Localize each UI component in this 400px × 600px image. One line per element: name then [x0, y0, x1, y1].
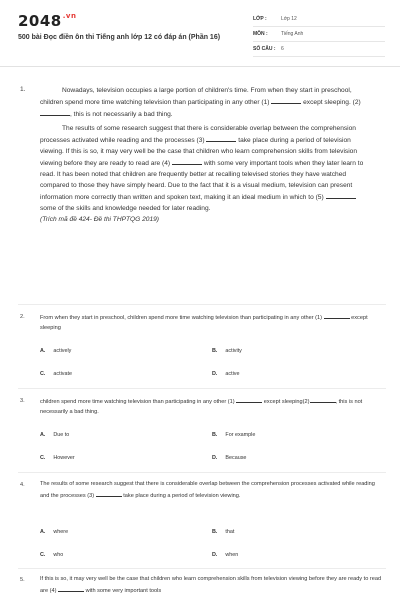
meta-row-class — [253, 12, 385, 27]
answer-option[interactable]: C. However — [40, 455, 75, 461]
question-number: 5. — [20, 577, 25, 583]
logo-text: 2048 — [18, 12, 62, 30]
answer-option[interactable]: A. actively — [40, 348, 72, 354]
meta-row-subject — [253, 27, 385, 42]
question-stem: The results of some research suggest that there is considerable overlap between the comprehension processes activated while reading and the processes (3) take place during a period of television viewing. — [40, 481, 375, 499]
page-title: 500 bài Đọc điền ôn thi Tiếng anh lớp 12 có đáp án (Phần 16) — [18, 34, 221, 41]
question-number: 1. — [20, 86, 26, 93]
blank-5 — [326, 191, 356, 199]
passage-source: (Trích mã đề 424- Đề thi THPTQG 2019) — [40, 216, 159, 223]
answer-option[interactable]: C. who — [40, 552, 64, 558]
passage-paragraph-2: The results of some research suggest that there is considerable overlap between the comprehension processes activated while reading and the processes (3) take place during a period of television viewing. If this is so, it may very well be the case that children who learn comprehension skills from television viewing before they are ready to read are (4) with some very important tools when they later learn to read. It has been noted that children are frequently better at recalling televised stories they have watched compared to those they have simply heard. Due to the fact that it is a visual medium, television can present information more correctly than written and spoken text, making it an ideal medium in which to (5) some of the skills and knowledge needed for later reading. — [40, 125, 364, 212]
meta-row-count — [253, 42, 385, 57]
question-stem: children spend more time watching television than participating in any other (1) except sleeping(2) , this is not necessarily a bad thing. — [40, 395, 385, 417]
blank-3 — [206, 134, 236, 142]
blank — [96, 489, 122, 497]
meta-label: SỐ CÂU : — [253, 46, 276, 52]
meta-value: Lớp 12 — [281, 16, 297, 22]
blank-2 — [40, 108, 70, 116]
blank-1 — [271, 96, 301, 104]
divider — [18, 472, 386, 473]
question-number: 3. — [20, 398, 25, 404]
logo-suffix: .vn — [62, 12, 77, 20]
answer-option[interactable]: D. when — [212, 552, 239, 558]
passage-paragraph-1: Nowadays, television occupies a large portion of children's time. From when they start in preschool, children spend more time watching television than participating in any other (1) except sleeping. (2) , this is not necessarily a bad thing. — [40, 87, 361, 118]
meta-label: LỚP : — [253, 16, 267, 22]
question-number: 4. — [20, 482, 25, 488]
blank — [236, 395, 262, 403]
answer-option[interactable]: A. where — [40, 529, 69, 535]
answer-option[interactable]: A. Due to — [40, 432, 70, 438]
answer-option[interactable]: B. For example — [212, 432, 256, 438]
page-header — [0, 0, 400, 67]
divider — [18, 304, 386, 305]
answer-option[interactable]: D. Because — [212, 455, 247, 461]
meta-value: 6 — [281, 46, 284, 52]
question-number: 2. — [20, 314, 25, 320]
divider — [18, 388, 386, 389]
meta-label: MÔN : — [253, 31, 268, 37]
meta-table — [253, 12, 385, 57]
meta-value: Tiếng Anh — [281, 31, 304, 37]
answer-option[interactable]: B. activity — [212, 348, 242, 354]
blank — [310, 395, 336, 403]
site-logo[interactable] — [18, 12, 76, 30]
blank — [58, 584, 84, 592]
blank — [324, 311, 350, 319]
divider — [18, 568, 386, 569]
question-stem: From when they start in preschool, children spend more time watching television than participating in any other (1) except sleeping — [40, 311, 385, 333]
blank-4 — [172, 157, 202, 165]
question-stem: If this is so, it may very well be the case that children who learn comprehension skills from television viewing before they are ready to read are (4) with some very important tools — [40, 576, 382, 594]
answer-option[interactable]: D. active — [212, 371, 240, 377]
answer-option[interactable]: B. that — [212, 529, 235, 535]
answer-option[interactable]: C. activate — [40, 371, 72, 377]
reading-passage — [40, 85, 368, 225]
